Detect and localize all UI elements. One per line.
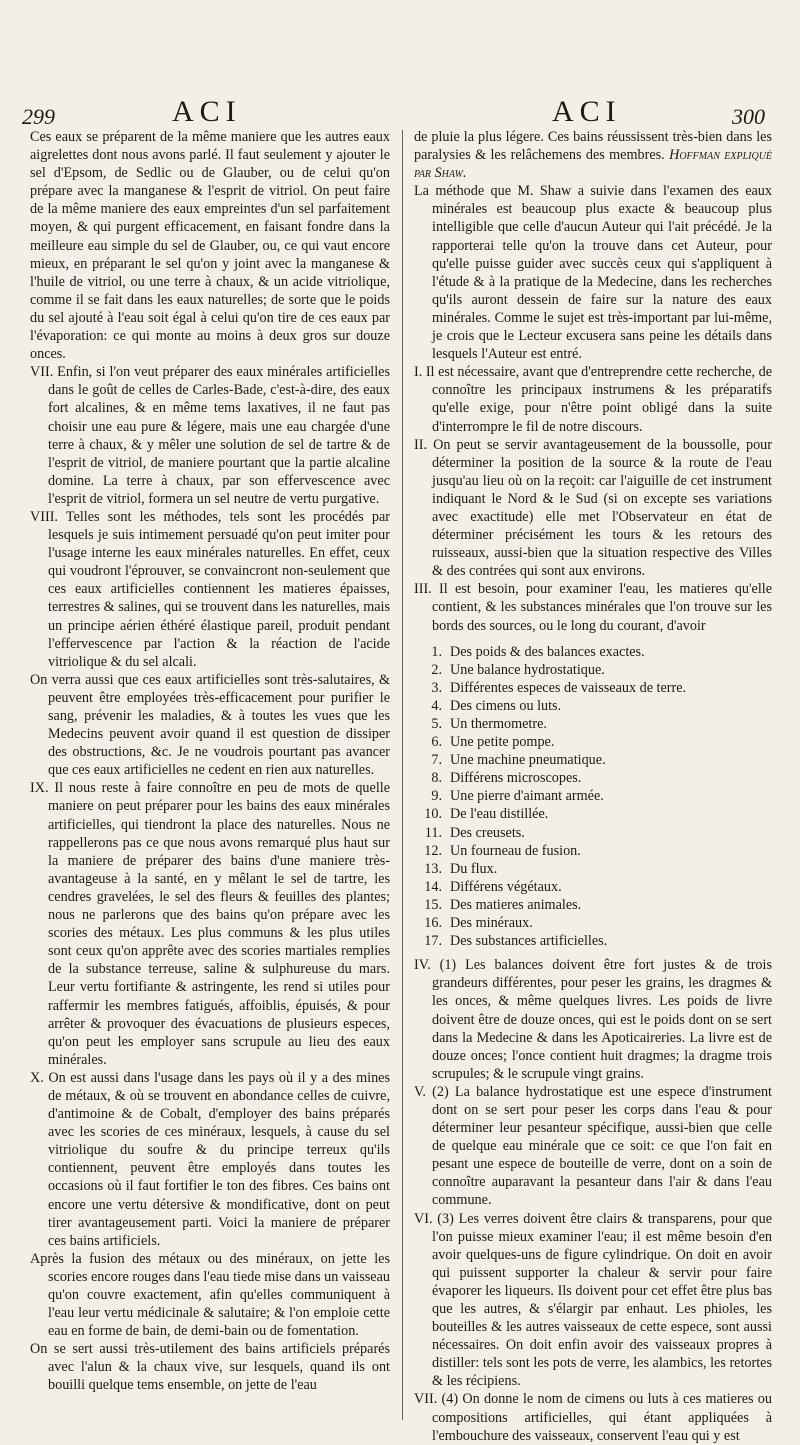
list-item-text: Différens microscopes. (450, 770, 582, 787)
page-number-right: 300 (732, 104, 765, 129)
list-item-number: 14. (424, 878, 442, 895)
list-item-text: Une pierre d'aimant armée. (450, 788, 604, 805)
list-item-text: Différentes especes de vaisseaux de terre. (450, 679, 687, 696)
list-item (414, 914, 772, 932)
paragraph: VII. Enfin, si l'on veut préparer des eaux minérales artificielles dans le goût de celles de Carles-Bade, c'est-à-dire, des eaux fort alcalines, & en même tems laxatives, il ne faut pas choisir une eau pure & légere, mais une eau chargée d'une terre à chaux, & y mêler une solution de sel de tartre & de l'esprit de vitriol, de maniere pourtant que la partie alcaline domine. La terre à chaux, par son effervescence avec l'esprit de vitriol, formera un sel neutre de vertu purgative. (30, 364, 390, 507)
list-item-number: 16. (424, 915, 442, 932)
list-item-number: 3. (431, 679, 442, 696)
paragraph: On se sert aussi très-utilement des bains artificiels préparés avec l'alun & la chaux vive, sur lesquels, quand ils ont bouilli quelque tems ensemble, on jette de l'eau (30, 1341, 390, 1394)
paragraph: Après la fusion des métaux ou des minéraux, on jette les scories encore rouges dans l'eau tiede mise dans un vaisseau qu'on couvre exactement, afin qu'elles communiquent à l'eau leur vertu médicinale & salutaire; & l'on emploie cette eau en forme de bain, de demi-bain ou de fomentation. (30, 1250, 390, 1340)
list-item-number: 11. (424, 824, 442, 841)
list-item-text: Une balance hydrostatique. (450, 661, 605, 678)
list-item-text: Des matieres animales. (450, 896, 582, 913)
list-item (414, 860, 772, 878)
paragraph: VI. (3) Les verres doivent être clairs & transparens, pour que l'on puisse mieux examiner l'eau; il est même besoin d'en avoir quelques-uns de figure cylindrique. On doit en avoir qui puissent supporter la chaleur & servir pour faire évaporer les liqueurs. Ils doivent pour cet effet être plus bas que les autres, & s'élargir par enhaut. Les phioles, les bouteilles & les autres vaisseaux de cette espece, sont aussi nécessaires. On doit enfin avoir des vaisseaux propres à distiller: tels sont les pots de verre, les alambics, les retortes & les récipiens. (414, 1210, 772, 1390)
list-item (414, 878, 772, 896)
list-item (414, 896, 772, 914)
list-item-text: Des creusets. (450, 824, 525, 841)
list-item-number: 5. (431, 716, 442, 732)
instrument-list (414, 643, 772, 951)
list-item-number: 10. (424, 806, 442, 823)
list-item (414, 661, 772, 679)
list-item (414, 733, 772, 751)
paragraph: VIII. Telles sont les méthodes, tels sont les procédés par lesquels je suis intimement persuadé qu'on peut imiter pour l'usage interne les eaux minérales naturelles. En effet, ceux qui voudront l'éprouver, se convaincront non-seulement que ces eaux artificielles contiennent les matieres épaisses, terrestres & salines, qui se trouvent dans les naturelles, mais un principe aérien éthéré élastique pareil, produit pendant l'effervescence par l'action & la réaction de l'acide vitriolique & du sel alcali. (30, 508, 390, 670)
list-item-text: Des substances artificielles. (450, 933, 608, 950)
list-item (414, 697, 772, 715)
paragraph: IX. Il nous reste à faire connoître en peu de mots de quelle maniere on peut préparer pour les bains des eaux minérales artificielles, qui tiendront la place des naturelles. Nous ne rappellerons pas ce que nous avons remarqué plus haut sur la maniere de préparer des bains d'une maniere très-avantageuse à la santé, en y mêlant le sel de tartre, les cendres gravelées, le sel des fleurs & feuilles des plantes; nous ne parlerons que des bains qu'on prépare avec les scories des métaux. Les plus communs & les plus utiles sont ceux qu'on apprête avec des scories martiales remplies de la substance terreuse, saline & sulphureuse du mars. Leur vertu fortifiante & astringente, les rend si utiles pour raffermir les membres fatigués, affoiblis, épuisés, & pour arrêter & provoquer des évacuations de plusieurs especes, qu'on peut les employer sans scrupule au lieu des eaux minérales. (30, 780, 390, 1068)
paragraph: V. (2) La balance hydrostatique est une espece d'instrument dont on se sert pour peser les corps dans l'eau & pour déterminer leur pesanteur spécifique, aussi-bien que celle de quelque eau minérale que ce soit: ce que l'on fait en pesant une espece de bouteille de verre, dont on a soin de connoître auparavant la pesanteur dans l'air & dans l'eau commune. (414, 1083, 772, 1209)
list-item-text: Des cimens ou luts. (450, 697, 562, 714)
list-item (414, 787, 772, 805)
list-item-number: 6. (431, 734, 442, 751)
right-column (414, 128, 772, 1445)
list-item-text: Différens végétaux. (450, 878, 562, 895)
paragraph-text: de pluie la plus légere. Ces bains réussissent très-bien dans les paralysies & les relâchemens des membres. (414, 129, 772, 164)
list-item-text: Un thermometre. (450, 716, 547, 732)
list-item-number: 7. (431, 752, 442, 769)
list-item-number: 8. (431, 770, 442, 787)
paragraph: IV. (1) Les balances doivent être fort justes & de trois grandeurs différentes, pour peser les grains, les dragmes & les onces, & même quelques livres. Les poids de livre doivent être de douze onces, qui est le poids dont on se sert dans la Medecine & dans les Apoticaireries. La livre est de douze onces; l'once contient huit dragmes; la dragme trois scrupules; & le scrupule vingt grains. (414, 957, 772, 1082)
list-item-number: 1. (431, 643, 442, 660)
list-item-number: 2. (431, 661, 442, 678)
list-item-text: De l'eau distillée. (450, 806, 549, 823)
paragraph: I. Il est nécessaire, avant que d'entreprendre cette recherche, de connoître les principaux instrumens & les préparatifs qu'elle exige, pour n'être point obligé dans la suite d'interrompre le fil de notre discours. (414, 364, 772, 435)
list-item (414, 643, 772, 661)
list-item-text: Une machine pneumatique. (450, 752, 606, 769)
list-item (414, 751, 772, 769)
paragraph: Ces eaux se préparent de la même maniere que les autres eaux aigrelettes dont nous avons parlé. Il faut seulement y ajouter le sel d'Epsom, de Sedlic ou de Glauber, ou de celui qu'on prépare avec la manganese & l'esprit de vitriol. On peut faire de la même maniere des eaux empreintes d'un sel parfaitement moyen, & qui purgent efficacement, en faisant fondre dans la meilleure eau simple du sel de Glauber, ou, ce qui vaut encore mieux, en préparant le sel qu'on y joint avec la manganese & l'huile de vitriol, ou une terre à chaux, & un acide vitriolique, comme il se fait dans les eaux naturelles; de sorte que le poids du sel ajouté à l'eau soit égal à celui qu'on tire de ces eaux par l'évaporation: ce qui monte au moins à deux gros sur douze onces. (30, 129, 390, 363)
list-item (414, 805, 772, 823)
list-item (414, 769, 772, 787)
list-item-text: Une petite pompe. (450, 734, 555, 751)
paragraph: II. On peut se servir avantageusement de la boussolle, pour déterminer la position de la source & la route de l'eau jusqu'au lieu où on la reçoit: car l'aiguille de cet instrument indiquant le Nord & le Sud (si on excepte ses variations avec exactitude) elle met l'Observateur en état de déterminer précisément les tours & les retours des ruisseaux, aussi-bien que la situation respective des Villes & des contrées qui sont aux environs. (414, 436, 772, 580)
page-number-left: 299 (22, 104, 55, 129)
left-column (30, 128, 390, 1395)
running-head-left: ACI (172, 95, 242, 128)
list-item (414, 842, 772, 860)
paragraph: VII. (4) On donne le nom de cimens ou luts à ces matieres ou compositions artificielles, qui étant appliquées à l'embouchure des vaisseaux, conservent l'eau qui y est (414, 1391, 772, 1444)
list-item (414, 715, 772, 733)
list-item (414, 824, 772, 842)
list-item (414, 679, 772, 697)
paragraph: On verra aussi que ces eaux artificielles sont très-salutaires, & peuvent être employées très-efficacement pour purifier le sang, prévenir les maladies, & à toutes les vues que les Medecins peuvent avoir quand il est question de dissiper des obstructions, &c. Je ne voudrois pourtant pas avancer que ces eaux artificielles ne cedent en rien aux naturelles. (30, 671, 390, 779)
paragraph: X. On est aussi dans l'usage dans les pays où il y a des mines de métaux, & où se trouvent en abondance celles de cuivre, d'antimoine & de Cobalt, d'employer des bains préparés avec les scories de ces minéraux, lesquels, à cause du sel vitriolique du soufre & du principe terreux qu'ils contiennent, peuvent être employés dans toutes les occasions où il faut fortifier le ton des fibres. Ces bains ont encore une vertu détersive & mondificative, dont on peut tirer avantageusement parti. Voici la maniere de préparer ces bains artificiels. (30, 1069, 390, 1249)
list-item-number: 13. (424, 860, 442, 877)
list-item-text: Un fourneau de fusion. (450, 842, 581, 859)
running-head-right: ACI (552, 95, 622, 128)
list-item-number: 12. (424, 842, 442, 859)
column-divider (402, 130, 403, 1420)
paragraph: III. Il est besoin, pour examiner l'eau, les matieres qu'elle contient, & les substances minérales que l'on trouve sur les bords des sources, ou le long du courant, d'avoir (414, 581, 772, 634)
list-item-text: Des poids & des balances exactes. (450, 643, 645, 660)
list-item (414, 932, 772, 950)
list-item-number: 15. (424, 896, 442, 913)
list-item-text: Du flux. (450, 860, 498, 877)
list-item-number: 17. (424, 933, 442, 950)
paragraph: La méthode que M. Shaw a suivie dans l'examen des eaux minérales est beaucoup plus exacte & beaucoup plus intelligible que celle d'aucun Auteur qui l'ait précédé. Je la rapporterai telle qu'on la trouve dans cet Auteur, pour qu'elle puisse guider avec succès ceux qui s'appliquent à l'étude & à la pratique de la Medecine, dans les recherches qu'ils auront dessein de faire sur la nature des eaux minérales. Comme le sujet est très-important par lui-même, je crois que le Lecteur excusera sans peine les détails dans lesquels l'Auteur est entré. (414, 183, 772, 363)
list-item-number: 4. (431, 697, 442, 714)
marginal-note: Hoffman expliqué par Shaw. (414, 147, 773, 182)
list-item-number: 9. (431, 788, 442, 805)
paragraph (414, 128, 772, 182)
list-item-text: Des minéraux. (450, 915, 533, 932)
